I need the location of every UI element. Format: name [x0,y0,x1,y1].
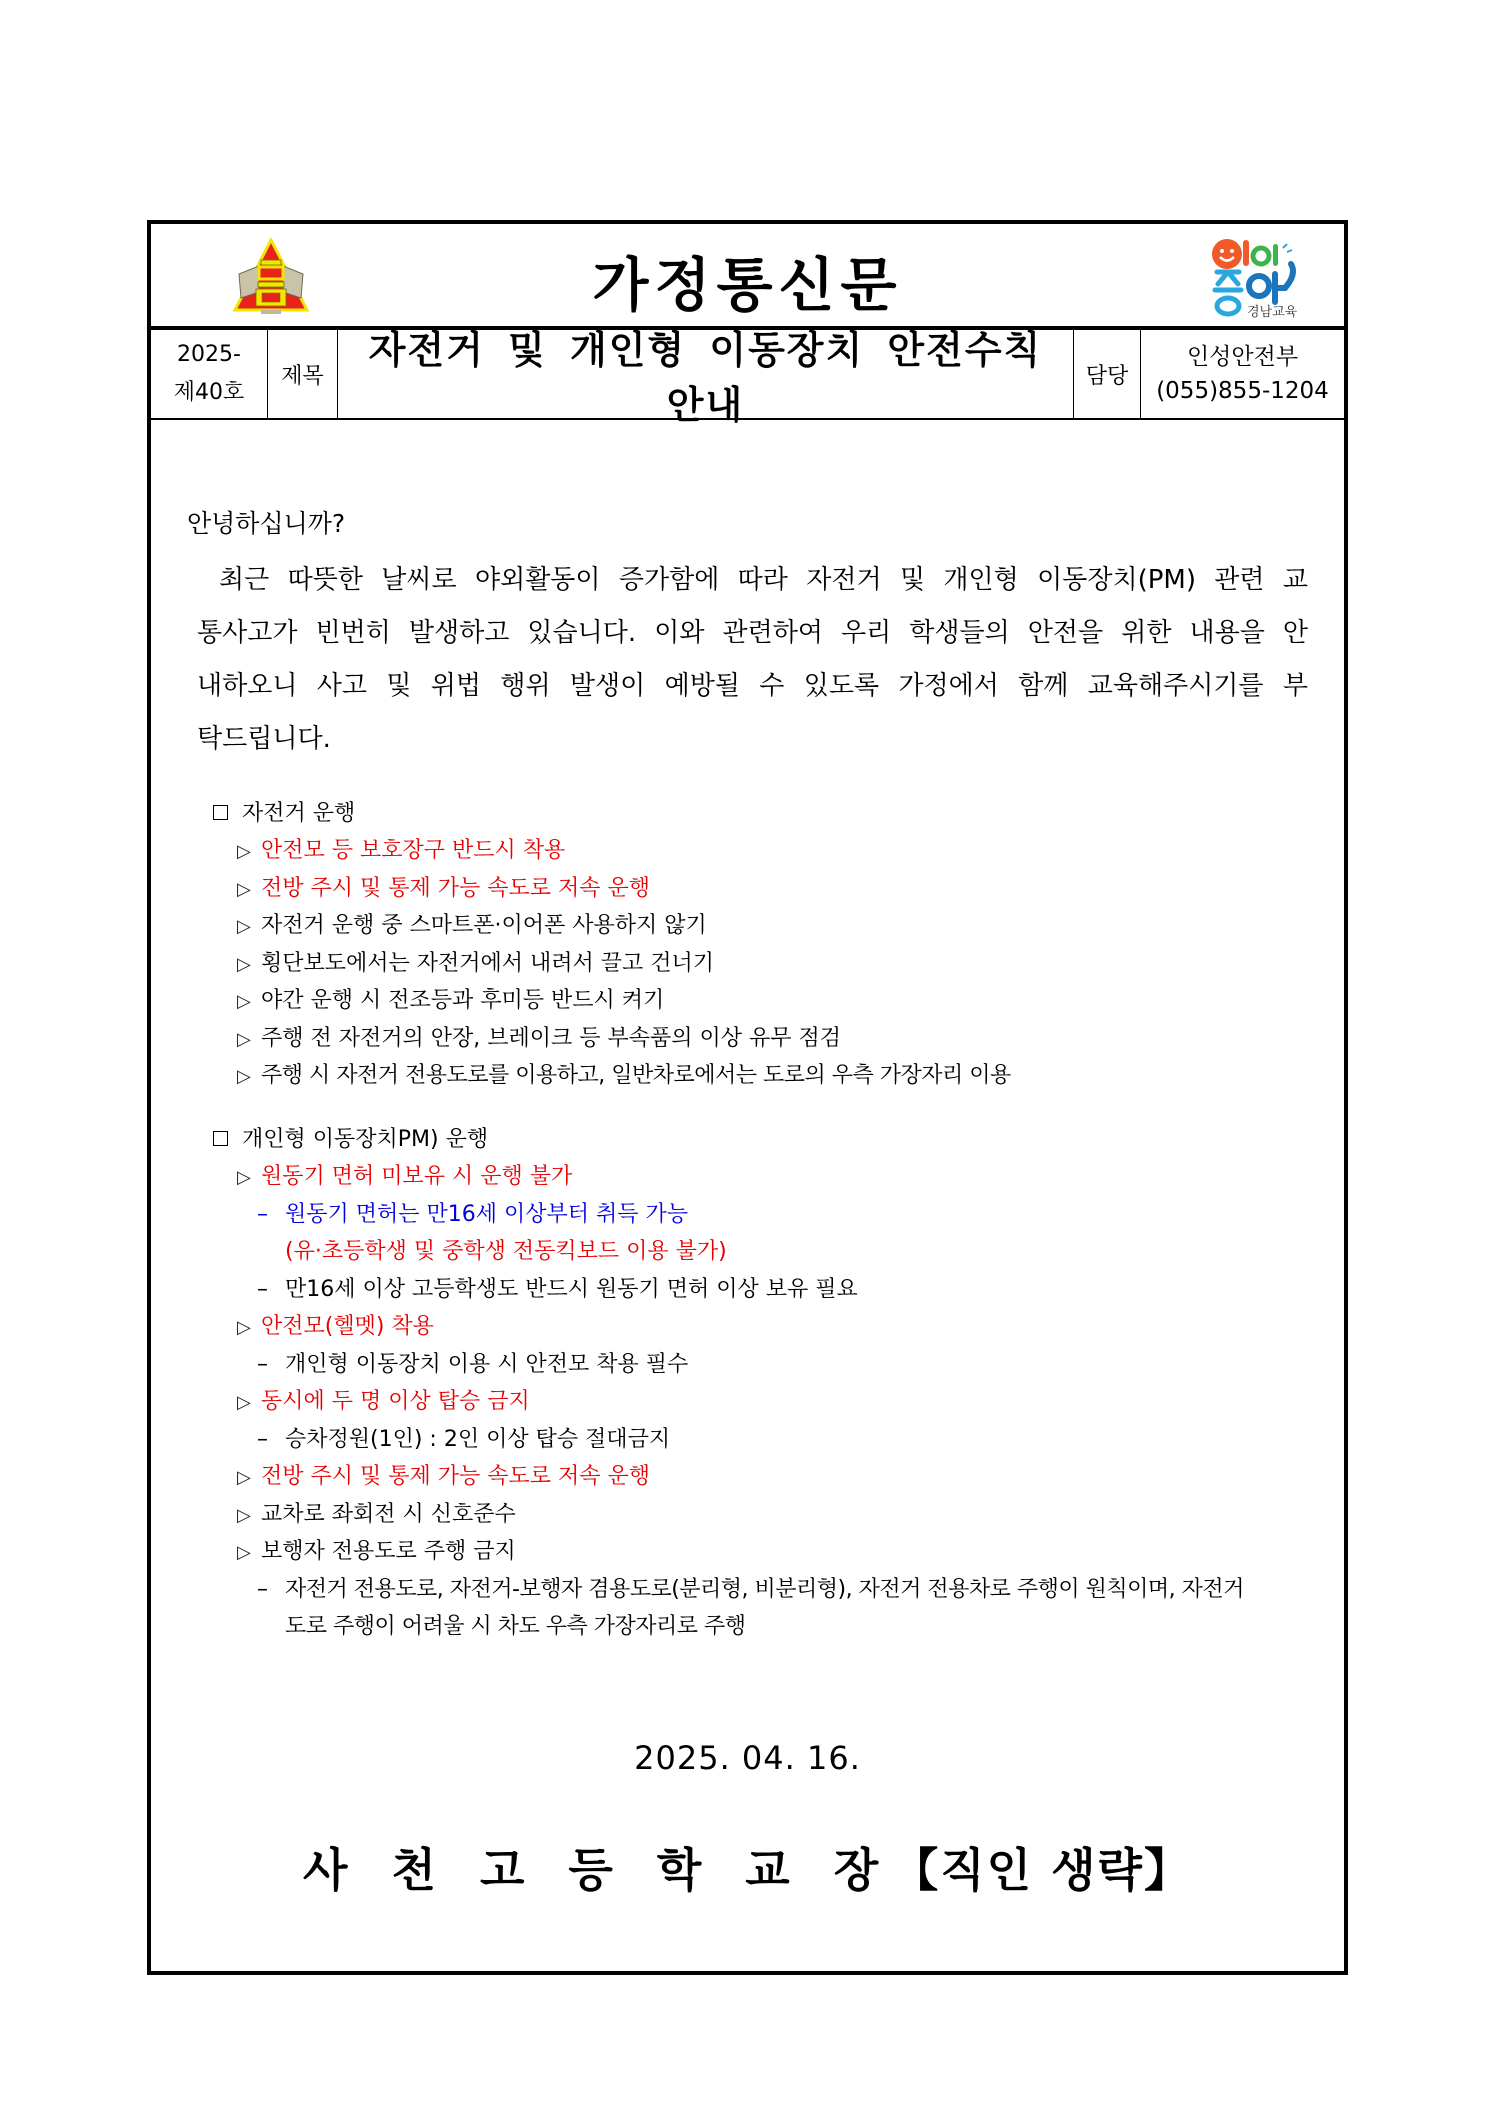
greeting: 안녕하십니까? [187,509,346,538]
list-item: ▷ 동시에 두 명 이상 탑승 금지 [213,1383,1244,1421]
subject-cell [338,328,1074,427]
gyeongnam-education-logo [1201,234,1321,320]
dash-bullet-icon: – [257,1576,268,1602]
list-item: ▷ 교차로 좌회전 시 신호준수 [213,1496,1244,1534]
section-bicycle [213,796,1011,1095]
subject-label: 제목 [281,363,324,389]
list-item: ▷ 주행 전 자전거의 안장, 브레이크 등 부속품의 이상 유무 점검 [213,1020,1011,1058]
triangle-bullet-icon: ▷ [237,1066,251,1087]
subject-label-cell [268,330,338,418]
sub-item: – 만16세 이상 고등학생도 반드시 원동기 면허 이상 보유 필요 [213,1271,1244,1309]
newsletter-frame [147,220,1348,1975]
triangle-bullet-icon: ▷ [237,841,251,862]
contact-cell [1141,330,1344,418]
list-item: ▷ 안전모(헬멧) 착용 [213,1308,1244,1346]
sub-item-continuation: 도로 주행이 어려울 시 차도 우측 가장자리로 주행 [285,1614,746,1639]
triangle-bullet-icon: ▷ [237,916,251,937]
triangle-bullet-icon: ▷ [237,878,251,900]
intro-paragraph-text: 최근 따뜻한 날씨로 야외활동이 증가함에 따라 자전거 및 개인형 이동장치(PM) 관련 교통사고가 빈번히 발생하고 있습니다. 이와 관련하여 우리 학생들의 안전을 위한 내용을 안내하오니 사고 및 위법 행위 발생이 예방될 수 있도록 가정에서 함께 교육해주시기를 부탁드립니다. [197,565,1308,754]
triangle-bullet-icon: ▷ [237,1467,251,1488]
subject-title: 자전거 및 개인형 이동장치 안전수칙 안내 [368,328,1043,427]
list-item: ▷ 전방 주시 및 통제 가능 속도로 저속 운행 [213,870,1011,908]
contact-label: 담당 [1085,363,1129,389]
issue-year: 2025- [177,342,241,367]
dash-bullet-icon: – [257,1351,268,1377]
sub-item-continuation: (유·초등학생 및 중학생 전동킥보드 이용 불가) [285,1239,727,1264]
contact-label-cell [1074,330,1141,418]
principal-signature [151,1834,1344,1900]
svg-text:경남교육: 경남교육 [1247,305,1298,320]
phone-number: (055)855-1204 [1156,378,1329,404]
section-personal-mobility [213,1122,1244,1646]
triangle-bullet-icon: ▷ [237,991,251,1012]
list-item: ▷ 보행자 전용도로 주행 금지 [213,1533,1244,1571]
list-item: ▷ 자전거 운행 중 스마트폰·이어폰 사용하지 않기 [213,907,1011,945]
dash-bullet-icon: – [257,1426,268,1452]
list-item: ▷ 원동기 면허 미보유 시 운행 불가 [213,1158,1244,1196]
sub-item: – 자전거 전용도로, 자전거-보행자 겸용도로(분리형, 비분리형), 자전거 전용차로 주행이 원칙이며, 자전거 [213,1571,1244,1609]
section-heading: 개인형 이동장치PM) 운행 [213,1122,1244,1158]
checkbox-square-icon [213,1131,228,1146]
intro-paragraph [187,554,1308,766]
dash-bullet-icon: – [257,1276,268,1302]
sub-item: – 승차정원(1인) : 2인 이상 탑승 절대금지 [213,1421,1244,1459]
triangle-bullet-icon: ▷ [237,1504,251,1526]
list-item: ▷ 횡단보도에서는 자전거에서 내려서 끌고 건너기 [213,945,1011,983]
header-row [151,224,1344,330]
sub-item: – 원동기 면허는 만16세 이상부터 취득 가능 [213,1196,1244,1234]
signature-seal: 【직인 생략】 [892,1843,1192,1897]
page-title: 가정통신문 [592,251,903,319]
triangle-bullet-icon: ▷ [237,1542,251,1563]
issue-number: 제40호 [173,380,245,405]
list-item: ▷ 주행 시 자전거 전용도로를 이용하고, 일반차로에서는 도로의 우측 가장자리 이용 [213,1057,1011,1095]
issue-date: 2025. 04. 16. [634,1739,861,1777]
triangle-bullet-icon: ▷ [237,1392,251,1413]
department: 인성안전부 [1186,344,1299,370]
list-item: ▷ 안전모 등 보호장구 반드시 착용 [213,832,1011,870]
section-heading: 자전거 운행 [213,796,1011,832]
list-item: ▷ 전방 주시 및 통제 가능 속도로 저속 운행 [213,1458,1244,1496]
list-item: ▷ 야간 운행 시 전조등과 후미등 반드시 켜기 [213,982,1011,1020]
sub-item: – 개인형 이동장치 이용 시 안전모 착용 필수 [213,1346,1244,1384]
checkbox-square-icon [213,805,228,820]
triangle-bullet-icon: ▷ [237,953,251,975]
info-row [151,328,1344,427]
triangle-bullet-icon: ▷ [237,1167,251,1188]
dash-bullet-icon: – [257,1201,268,1227]
signature-school: 사 천 고 등 학 교 장 [303,1843,893,1897]
triangle-bullet-icon: ▷ [237,1317,251,1338]
triangle-bullet-icon: ▷ [237,1028,251,1050]
issue-number-cell [151,330,268,418]
